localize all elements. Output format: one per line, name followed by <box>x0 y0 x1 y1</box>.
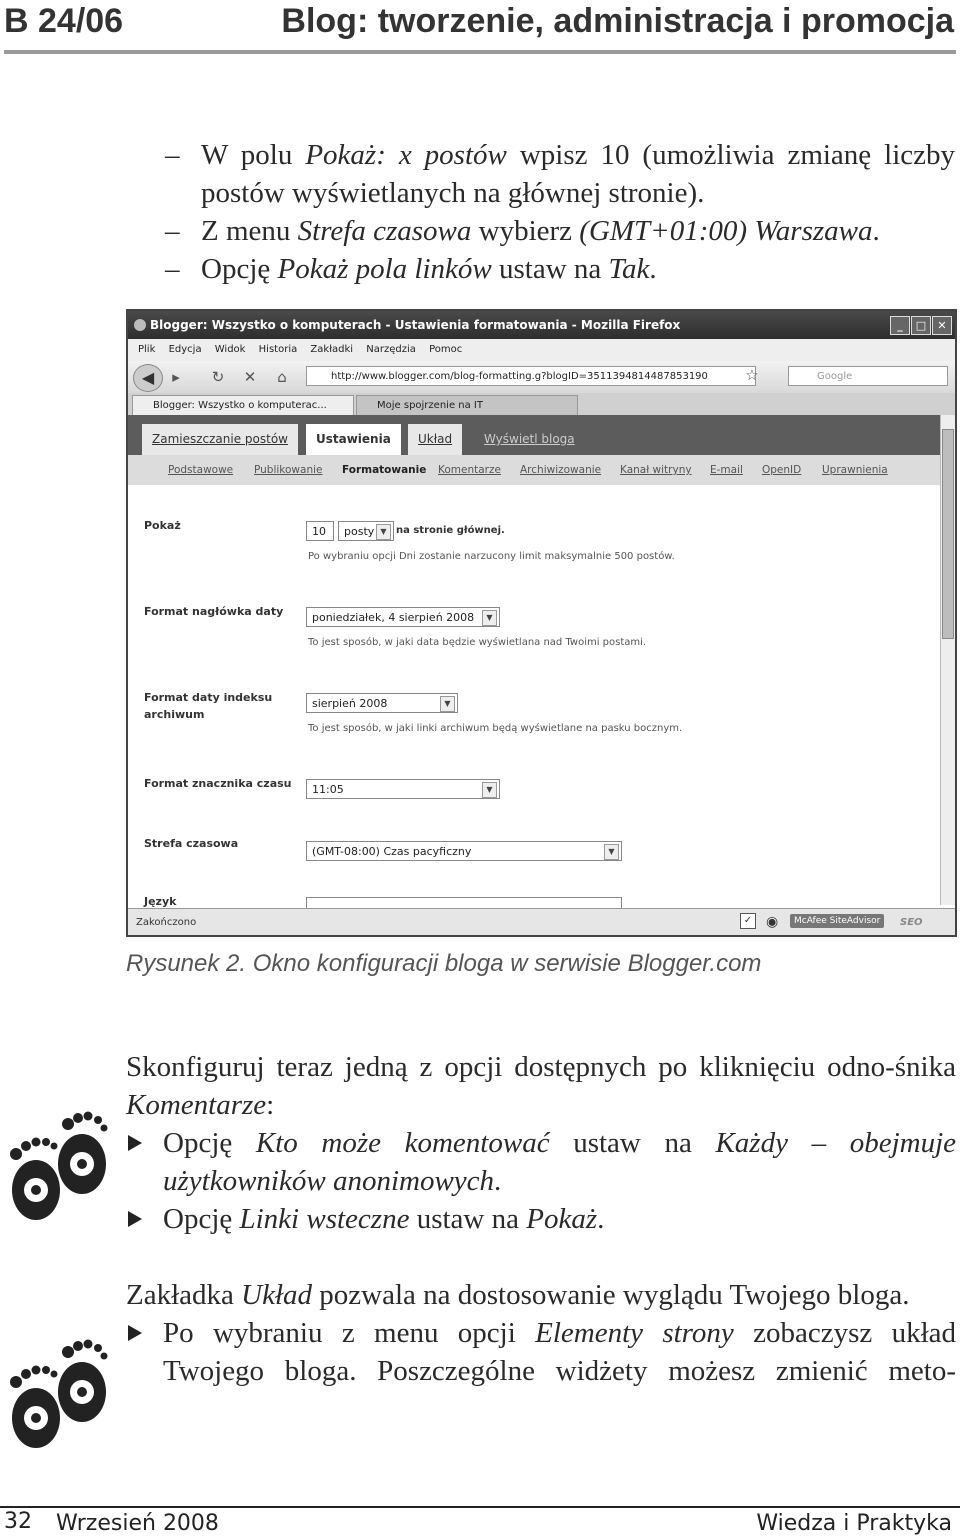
chevron-down-icon: ▼ <box>604 844 619 860</box>
chevron-down-icon: ▼ <box>440 696 455 712</box>
reload-icon[interactable]: ↻ <box>211 368 225 386</box>
section-komentarze <box>126 1048 956 1238</box>
toe-dot <box>101 1353 108 1360</box>
menu-historia[interactable]: Historia <box>258 344 298 355</box>
close-button[interactable]: ✕ <box>932 316 952 335</box>
subnav-podstawowe[interactable]: Podstawowe <box>168 464 234 476</box>
show-help: Po wybraniu opcji Dni zostanie narzucony limit maksymalnie 500 postów. <box>308 551 675 562</box>
menu-widok[interactable]: Widok <box>214 344 246 355</box>
list-item: – Z menu Strefa czasowa wybierz (GMT+01:00) Warszawa. <box>165 212 955 250</box>
tab-wyswietl-bloga[interactable]: Wyświetl bloga <box>484 432 575 446</box>
at-sign-core <box>77 1159 87 1169</box>
subnav-publikowanie[interactable]: Publikowanie <box>254 464 323 476</box>
toe-dot <box>21 1141 31 1151</box>
menu-pomoc[interactable]: Pomoc <box>429 344 463 355</box>
chevron-down-icon: ▼ <box>482 782 497 798</box>
toe-dot <box>51 1143 58 1150</box>
bullet-arrow-icon <box>128 1135 142 1151</box>
dash-marker: – <box>165 139 180 171</box>
toe-dot <box>32 1366 41 1375</box>
chevron-down-icon: ▼ <box>376 524 391 540</box>
archive-select[interactable]: sierpień 2008 ▼ <box>306 693 458 713</box>
stop-icon[interactable]: ✕ <box>243 368 257 386</box>
status-text: Zakończono <box>136 917 197 928</box>
status-bar <box>128 908 955 936</box>
list-item: Opcję Linki wsteczne ustaw na Pokaż. <box>126 1200 956 1238</box>
at-sign-core <box>31 1413 41 1423</box>
timestamp-label: Format znacznika czasu <box>144 777 292 790</box>
minimize-button[interactable]: _ <box>890 316 910 335</box>
tab-zamieszczanie[interactable]: Zamieszczanie postów <box>142 424 298 455</box>
tab-uklad[interactable]: Układ <box>408 424 462 455</box>
url-input[interactable]: http://www.blogger.com/blog-formatting.g?blogID=3511394814487853190 <box>306 366 756 386</box>
archive-help: To jest sposób, w jaki linki archiwum będą wyświetlane na pasku bocznym. <box>308 723 683 734</box>
bookmark-star-icon[interactable]: ☆ <box>745 366 759 384</box>
maximize-button[interactable]: □ <box>911 316 931 335</box>
page-scrollbar[interactable] <box>940 415 956 905</box>
section-code: B 24/06 <box>4 2 124 40</box>
footer-divider <box>0 1506 960 1508</box>
list-item: – Opcję Pokaż pola linków ustaw na Tak. <box>165 250 955 288</box>
dash-marker: – <box>165 253 180 285</box>
dash-list <box>165 136 955 288</box>
toe-dot <box>21 1369 31 1379</box>
footprint-at-icon <box>2 1110 110 1226</box>
subnav-archiwizowanie[interactable]: Archiwizowanie <box>520 464 602 476</box>
toe-dot <box>73 1341 83 1351</box>
section-intro: Zakładka Układ pozwala na dostosowanie wyglądu Twojego bloga. <box>126 1279 910 1311</box>
show-suffix: na stronie głównej. <box>396 525 505 536</box>
forward-icon[interactable]: ▸ <box>172 368 180 386</box>
scrollbar-thumb[interactable] <box>942 429 954 639</box>
menu-bar <box>128 339 955 361</box>
section-uklad <box>126 1276 956 1390</box>
menu-narzedzia[interactable]: Narzędzia <box>366 344 416 355</box>
menu-edycja[interactable]: Edycja <box>168 344 202 355</box>
subnav-email[interactable]: E-mail <box>710 464 743 476</box>
show-unit-select[interactable]: posty ▼ <box>338 521 394 541</box>
subnav-kanal-witryny[interactable]: Kanał witryny <box>620 464 692 476</box>
subnav-formatowanie[interactable]: Formatowanie <box>342 464 427 476</box>
list-item: – W polu Pokaż: x postów wpisz 10 (umożliwia zmianę liczby postów wyświetlanych na głównej stronie). <box>165 136 955 212</box>
window-title: Blogger: Wszystko o komputerach - Ustawienia formatowania - Mozilla Firefox <box>150 318 681 332</box>
toe-dot <box>84 1112 93 1121</box>
tab-ustawienia[interactable]: Ustawienia <box>306 424 401 455</box>
footprint-at-icon <box>2 1338 110 1454</box>
back-icon[interactable]: ◀ <box>133 364 163 392</box>
settings-subnav <box>128 455 940 485</box>
firefox-icon <box>134 319 146 331</box>
date-header-help: To jest sposób, w jaki data będzie wyświetlana nad Twoimi postami. <box>308 637 647 648</box>
timestamp-select[interactable]: 11:05 ▼ <box>306 779 500 799</box>
toe-dot <box>94 1344 102 1352</box>
header-divider <box>4 50 956 54</box>
toe-dot <box>62 1118 74 1130</box>
browser-tab-strip <box>128 393 955 416</box>
date-header-select[interactable]: poniedziałek, 4 sierpień 2008 ▼ <box>306 607 500 627</box>
toe-dot <box>42 1366 50 1374</box>
browser-screenshot <box>126 309 957 937</box>
dash-marker: – <box>165 215 180 247</box>
checkmark-icon: ✓ <box>740 913 756 929</box>
bullet-arrow-icon <box>128 1325 142 1341</box>
chevron-down-icon: ▼ <box>482 610 497 626</box>
section-intro: Skonfiguruj teraz jedną z opcji dostępnych po kliknięciu odno-śnika Komentarze: <box>126 1051 956 1121</box>
browser-tab-active[interactable]: Blogger: Wszystko o komputerac... <box>132 395 354 415</box>
navigation-toolbar <box>128 361 955 394</box>
subnav-openid[interactable]: OpenID <box>762 464 802 476</box>
figure-caption: Rysunek 2. Okno konfiguracji bloga w serwisie Blogger.com <box>126 950 762 977</box>
at-sign-core <box>31 1185 41 1195</box>
toe-dot <box>10 1148 22 1160</box>
archive-label: Format daty indeksu archiwum <box>144 691 273 721</box>
page-number: 32 <box>4 1509 32 1534</box>
siteadvisor-badge[interactable]: McAfee SiteAdvisor <box>790 914 884 928</box>
browser-tab[interactable]: Moje spojrzenie na IT <box>356 395 578 415</box>
timezone-label: Strefa czasowa <box>144 837 239 850</box>
toe-dot <box>62 1346 74 1358</box>
show-count-input[interactable]: 10 <box>306 521 334 541</box>
toe-dot <box>101 1125 108 1132</box>
list-item: Opcję Kto może komentować ustaw na Każdy – obejmuje użytkowników anonimowych. <box>126 1124 956 1200</box>
bullet-arrow-icon <box>128 1211 142 1227</box>
page-title: Blog: tworzenie, administracja i promocja <box>281 2 954 40</box>
date-header-label: Format nagłówka daty <box>144 605 284 618</box>
toe-dot <box>32 1138 41 1147</box>
language-label: Język <box>144 895 177 908</box>
toe-dot <box>84 1340 93 1349</box>
list-item: Po wybraniu z menu opcji Elementy strony zobaczysz układ Twojego bloga. Poszczególne widżety możesz zmienić meto- <box>126 1314 956 1390</box>
search-input[interactable]: Google <box>788 366 948 386</box>
settings-form <box>128 485 940 908</box>
at-sign-core <box>77 1387 87 1397</box>
show-label: Pokaż <box>144 519 181 532</box>
subnav-komentarze[interactable]: Komentarze <box>438 464 501 476</box>
menu-plik[interactable]: Plik <box>138 344 156 355</box>
toe-dot <box>73 1113 83 1123</box>
toe-dot <box>42 1138 50 1146</box>
seo-badge[interactable]: SEO <box>900 917 923 928</box>
publisher-name: Wiedza i Praktyka <box>756 1511 952 1536</box>
subnav-uprawnienia[interactable]: Uprawnienia <box>822 464 888 476</box>
issue-date: Wrzesień 2008 <box>56 1511 219 1536</box>
home-icon[interactable]: ⌂ <box>277 368 287 386</box>
timezone-select[interactable]: (GMT-08:00) Czas pacyficzny ▼ <box>306 841 622 861</box>
menu-zakladki[interactable]: Zakładki <box>310 344 354 355</box>
toe-dot <box>51 1371 58 1378</box>
blogger-main-tabs <box>128 415 940 455</box>
toe-dot <box>94 1116 102 1124</box>
window-titlebar <box>128 311 955 339</box>
toe-dot <box>10 1376 22 1388</box>
adblock-icon: ◉ <box>766 914 779 930</box>
